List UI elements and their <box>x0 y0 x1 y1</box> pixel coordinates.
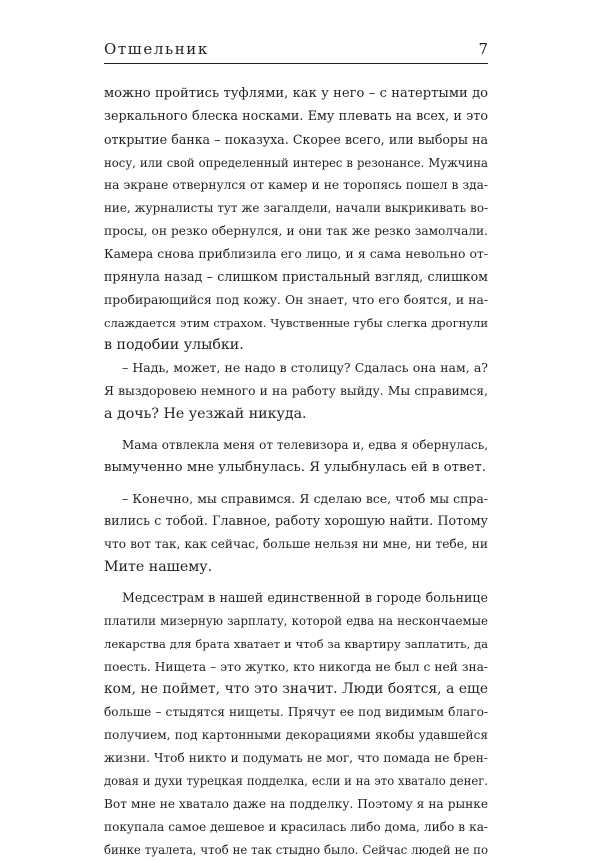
text-line: ние, журналисты тут же загалдели, начали выкрикивать во- <box>104 197 488 220</box>
body-text <box>104 83 488 861</box>
text-line: носу, или свой определенный интерес в резонансе. Мужчина <box>104 152 488 175</box>
text-line: пробирающийся под кожу. Он знает, что его боятся, и на- <box>104 289 488 312</box>
text-line: открытие банка – показуха. Скорее всего, или выборы на <box>104 129 488 152</box>
paragraph-2 <box>104 357 488 426</box>
header-rule <box>104 63 488 64</box>
text-line: Медсестрам в нашей единственной в городе больнице <box>104 587 488 610</box>
paragraph-4 <box>104 488 488 579</box>
text-line: зеркального блеска носками. Ему плевать на всех, и это <box>104 106 488 129</box>
text-line: жизни. Чтоб никто и подумать не мог, что помада не брен- <box>104 747 488 770</box>
paragraph-1 <box>104 83 488 357</box>
page-number: 7 <box>478 40 488 58</box>
text-line: поесть. Нищета – это жутко, кто никогда не был с ней зна- <box>104 656 488 679</box>
text-line: больше – стыдятся нищеты. Прячут ее под видимым благо- <box>104 701 488 724</box>
text-line: Мите нашему. <box>104 556 488 579</box>
text-line: Я выздоровею немного и на работу выйду. Мы справимся, <box>104 380 488 403</box>
text-line: слаждается этим страхом. Чувственные губы слегка дрогнули <box>104 312 488 335</box>
text-line: лекарства для брата хватает и чтоб за квартиру заплатить, да <box>104 633 488 656</box>
text-line: в подобии улыбки. <box>104 334 488 357</box>
text-line: вымученно мне улыбнулась. Я улыбнулась ей в ответ. <box>104 457 488 480</box>
paragraph-5 <box>104 587 488 861</box>
text-line: просы, он резко обернулся, и они так же резко замолчали. <box>104 220 488 243</box>
text-line: что вот так, как сейчас, больше нельзя ни мне, ни тебе, ни <box>104 533 488 556</box>
text-line: – Надь, может, не надо в столицу? Сдалась она нам, а? <box>104 357 488 380</box>
text-line: Вот мне не хватало даже на подделку. Поэтому я на рынке <box>104 793 488 816</box>
text-line: на экране отвернулся от камер и не торопясь пошел в зда- <box>104 174 488 197</box>
text-line: прянула назад – слишком пристальный взгляд, слишком <box>104 266 488 289</box>
running-head: Отшельник <box>104 40 209 58</box>
text-line: покупала самое дешевое и красилась либо дома, либо в ка- <box>104 816 488 839</box>
text-line: а дочь? Не уезжай никуда. <box>104 403 488 426</box>
text-line: – Конечно, мы справимся. Я сделаю все, чтоб мы спра- <box>104 488 488 511</box>
text-line: получием, под картонными декорациями якобы удавшейся <box>104 724 488 747</box>
text-line: ком, не поймет, что это значит. Люди боятся, а еще <box>104 678 488 701</box>
text-line: платили мизерную зарплату, которой едва на нескончаемые <box>104 610 488 633</box>
text-line: Мама отвлекла меня от телевизора и, едва я обернулась, <box>104 434 488 457</box>
paragraph-3 <box>104 434 488 480</box>
page-header <box>104 38 488 62</box>
text-line: довая и духи турецкая подделка, если и на это хватало денег. <box>104 770 488 793</box>
text-line: бинке туалета, чтоб не так стыдно было. Сейчас людей не по <box>104 839 488 861</box>
text-line: вились с тобой. Главное, работу хорошую найти. Потому <box>104 510 488 533</box>
text-line: можно пройтись туфлями, как у него – с натертыми до <box>104 83 488 106</box>
text-line: Камера снова приблизила его лицо, и я сама невольно от- <box>104 243 488 266</box>
